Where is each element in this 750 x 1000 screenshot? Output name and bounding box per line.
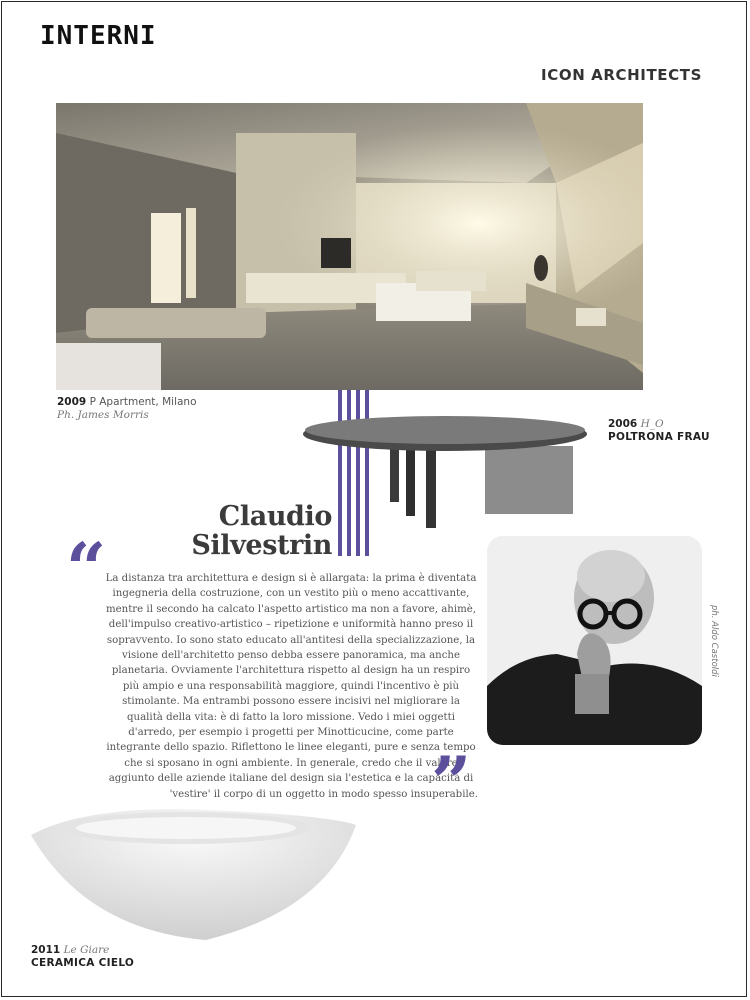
- table-caption-title: H_O: [640, 418, 664, 430]
- hero-caption-year: 2009: [57, 396, 87, 408]
- open-quote-mark: “: [66, 527, 107, 610]
- photo-credit-text: ph. Aldo Castoldi: [709, 605, 719, 677]
- bowl-caption-maker: CERAMICA CIELO: [31, 957, 135, 969]
- hero-caption-title: P Apartment, Milano: [89, 396, 197, 408]
- table-caption-maker: POLTRONA FRAU: [608, 431, 710, 443]
- hero-caption-credit: Ph. James Morris: [57, 409, 149, 421]
- bowl-caption: [31, 944, 134, 970]
- table-caption-year: 2006: [608, 418, 638, 430]
- table-h-o-image: [300, 410, 590, 530]
- hero-caption: [57, 396, 197, 422]
- hero-photo-p-apartment: [56, 103, 643, 390]
- architect-name: [191, 502, 332, 560]
- architect-first-name: Claudio: [218, 501, 332, 532]
- close-quote-mark: ”: [431, 741, 472, 824]
- bowl-le-giare-image: [26, 800, 361, 950]
- photo-credit: [704, 605, 719, 686]
- architect-last-name: Silvestrin: [191, 530, 332, 561]
- bowl-caption-year: 2011: [31, 944, 61, 956]
- quote-text: La distanza tra architettura e design si è allargata: la prima è diventata ingegneria della costruzione, con un vestito più o meno accattivante, mentre il secondo ha calcato l'aspetto artistico ma non a favore, ahimè, dell'impulso creativo-artistico – ripetizione e uniformità hanno preso il sopravvento. Io sono stato educato all'antitesi della specializzazione, la visione dell'architetto penso debba essere panoramica, ma anche planetaria. Ovviamente l'architettura rispetto al design ha un respiro più ampio e una responsabilità maggiore, quindi l'incentivo è più stimolante. Ma entrambi possono essere incisivi nel migliorare la qualità della vita: è di fatto la loro missione. Vedo i miei oggetti d'arredo, per esempio i progetti per Minotticucine, come parte integrante dello spazio. Riflettono le linee eleganti, pure e senza tempo che si sposano in ogni ambiente. In generale, credo che il valore aggiunto delle aziende italiane del design sia l'estetica e la capacità di 'vestire' il corpo di un oggetto in modo spesso insuperabile.: [105, 573, 478, 800]
- masthead-logo: INTERNI: [40, 21, 157, 51]
- section-title: ICON ARCHITECTS: [541, 66, 702, 84]
- table-caption: [608, 418, 710, 444]
- bowl-caption-title: Le Giare: [63, 944, 110, 956]
- architect-portrait: [487, 536, 702, 745]
